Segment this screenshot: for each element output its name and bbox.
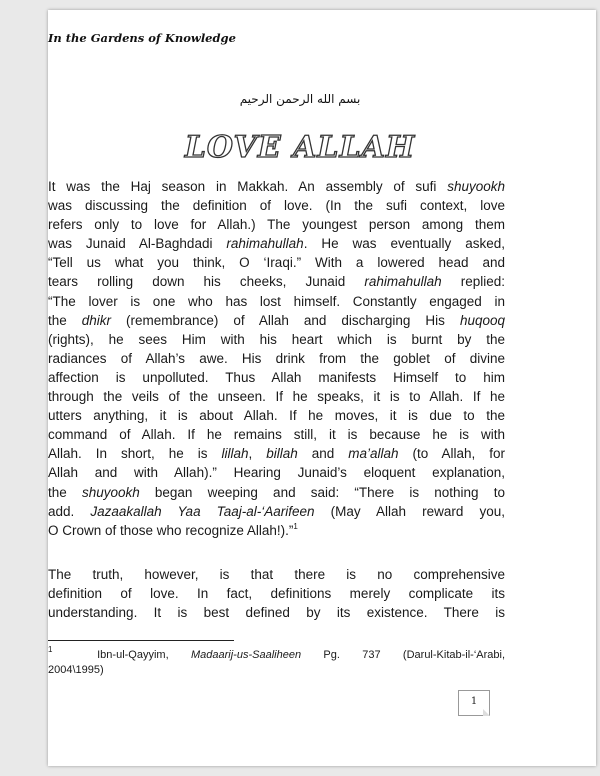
- text-line: O Crown of those who recognize Allah!).”$^1$: [48, 521, 298, 538]
- text-line: “Tell us what you think, O ‘Iraqi.” With a lowered head and: [48, 255, 505, 271]
- text-line: was discussing the definition of love. (In the sufi context, love: [48, 198, 505, 214]
- text-line: refers only to love for Allah.) The youngest person among them: [48, 217, 505, 233]
- text-line: definition of love. In fact, definitions merely complicate its: [48, 586, 505, 602]
- text-line: add. Jazaakallah Yaa Taaj-al-‘Aarifeen (May Allah reward you,: [48, 503, 505, 519]
- text-line: “The lover is one who has lost himself. Constantly engaged in: [48, 293, 505, 309]
- footnote-reference[interactable]: 1: [293, 521, 298, 531]
- running-head: In the Gardens of Knowledge: [48, 31, 236, 45]
- text-line: Allah. In short, he is lillah, billah and ma’allah (to Allah, for: [48, 446, 505, 462]
- footnote-separator: [48, 640, 234, 641]
- paragraph-1: [48, 177, 505, 540]
- paragraph-2: [48, 565, 505, 622]
- footnote-line: [48, 645, 506, 663]
- text-line: understanding. It is best defined by its existence. There is: [48, 605, 505, 621]
- footnote-work: Madaarij-us-Saaliheen: [191, 649, 302, 661]
- text-line: Allah and with Allah).” Hearing Junaid’s eloquent explanation,: [48, 465, 505, 481]
- text-line: the dhikr (remembrance) of Allah and discharging His huqooq: [48, 312, 505, 328]
- footnote-details: Pg. 737 (Darul-Kitab-il-‘Arabi,: [323, 649, 506, 661]
- page-number: 1: [458, 690, 490, 716]
- footnote: [48, 645, 506, 678]
- text-line: tears rolling down his cheeks, Junaid rahimahullah replied:: [48, 274, 505, 290]
- text-line: the shuyookh began weeping and said: “There is nothing to: [48, 484, 505, 500]
- text-line: (rights), he sees Him with his heart which is burnt by the: [48, 331, 505, 347]
- text-line: command of Allah. If he remains still, it is because he is with: [48, 427, 505, 443]
- footnote-line: 2004\1995): [48, 664, 104, 676]
- chapter-title: [0, 126, 600, 166]
- footnote-marker: 1: [48, 645, 53, 654]
- text-line: affection is unpolluted. Thus Allah manifests Himself to him: [48, 369, 505, 385]
- footnote-author: Ibn-ul-Qayyim,: [97, 649, 169, 661]
- text-line: It was the Haj season in Makkah. An assembly of sufi shuyookh: [48, 179, 505, 194]
- text-line: The truth, however, is that there is no comprehensive: [48, 567, 505, 582]
- text-line: was Junaid Al-Baghdadi rahimahullah. He was eventually asked,: [48, 236, 505, 252]
- text-line: through the veils of the unseen. If he speaks, it is to Allah. If he: [48, 389, 505, 405]
- bismillah-line: بسم الله الرحمن الرحيم: [239, 92, 361, 106]
- text-line: utters anything, it is about Allah. If he moves, it is due to the: [48, 408, 505, 424]
- text-line: radiances of Allah’s awe. His drink from the goblet of divine: [48, 350, 505, 366]
- chapter-title-text: LOVE ALLAH: [184, 130, 416, 165]
